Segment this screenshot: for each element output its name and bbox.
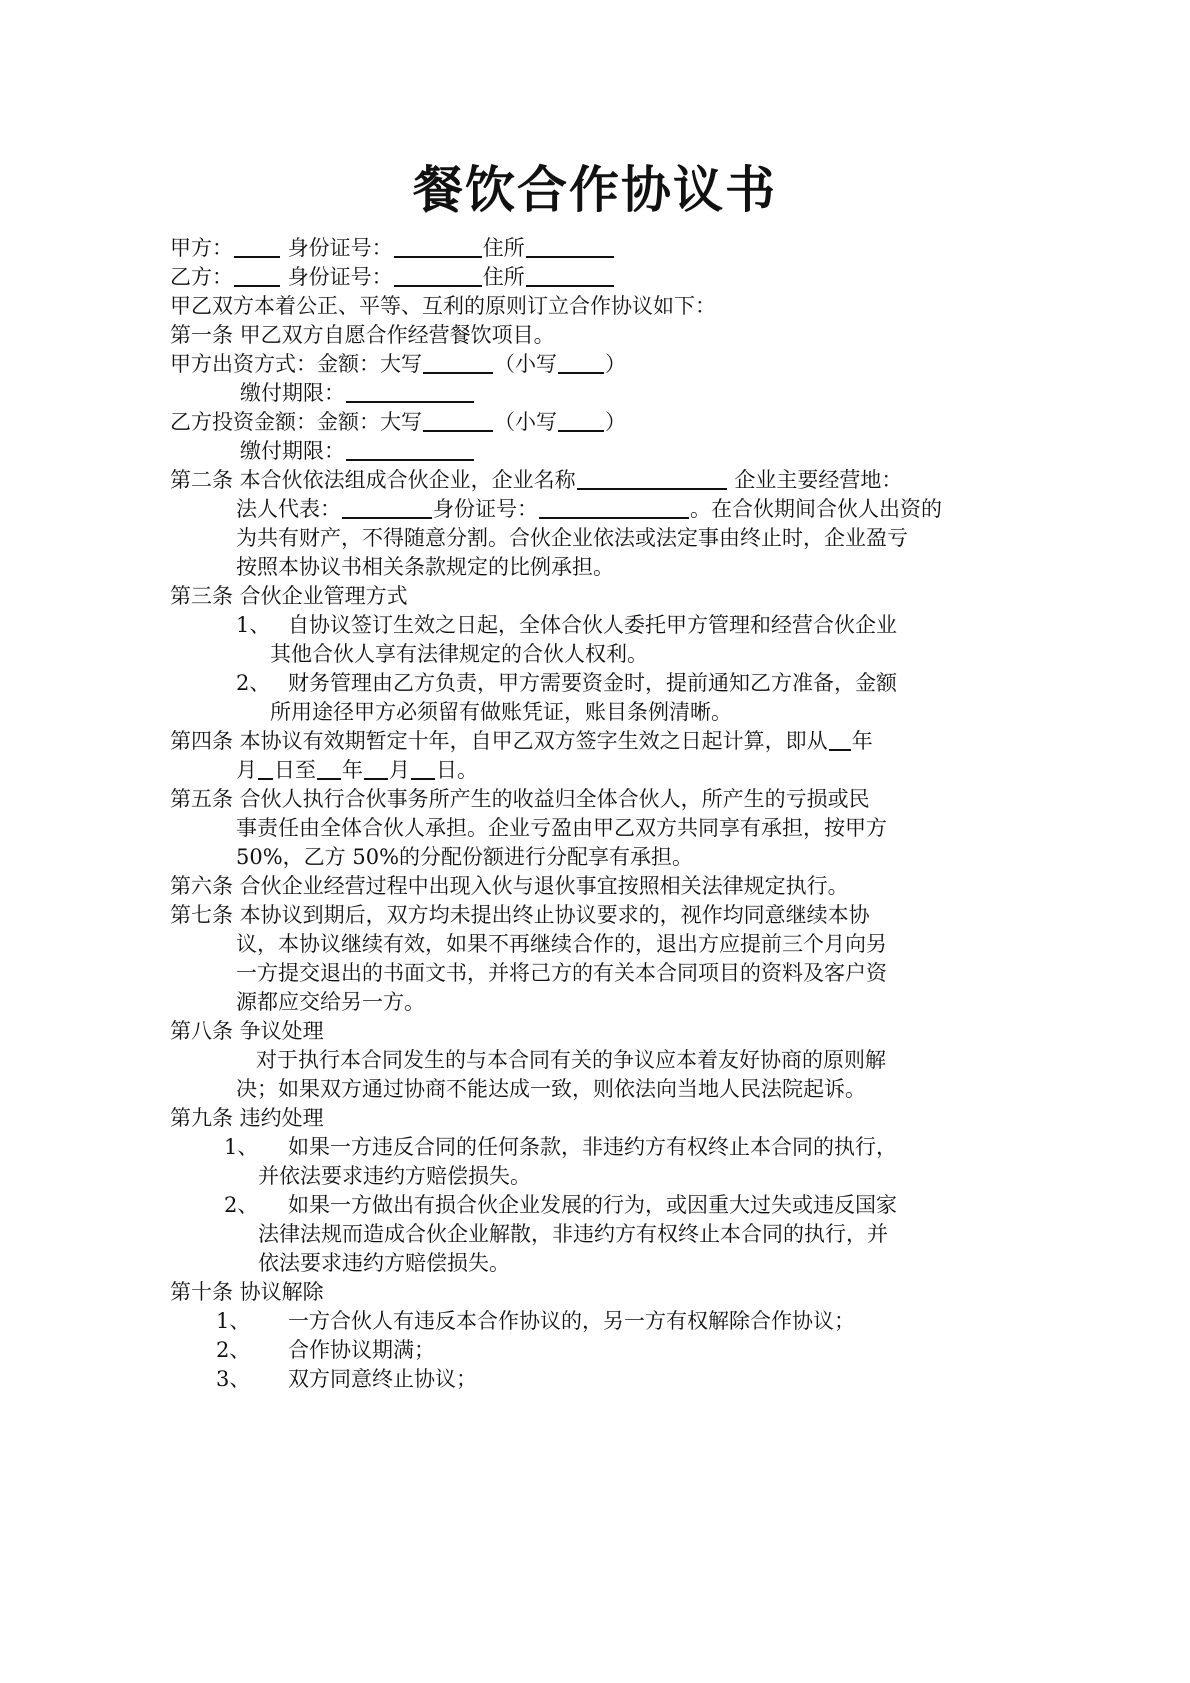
party-a-payment-term: 缴付期限：	[240, 378, 475, 408]
blank-field	[258, 756, 273, 780]
article-5-line-2: 事责任由全体合伙人承担。企业亏盈由甲乙双方共同享有承担，按甲方	[236, 816, 887, 840]
article-5-line-1: 第五条 合伙人执行合伙事务所产生的收益归全体合伙人，所产生的亏损或民	[170, 787, 870, 811]
preamble: 甲乙双方本着公正、平等、互利的原则订立合作协议如下：	[170, 294, 716, 318]
article-4-line-2: 月 日至 年 月 日。	[236, 758, 478, 782]
blank-field	[423, 408, 493, 432]
article-9-item-2-line-1: 如果一方做出有损合伙企业发展的行为，或因重大过失或违反国家	[288, 1193, 897, 1217]
article-1: 第一条 甲乙双方自愿合作经营餐饮项目。	[170, 323, 555, 347]
document-title: 餐饮合作协议书	[413, 161, 777, 219]
blank-field	[577, 466, 727, 490]
blank-field	[317, 756, 341, 780]
article-10-heading: 第十条 协议解除	[170, 1280, 324, 1304]
blank-field	[411, 756, 435, 780]
article-5-line-3: 50%，乙方 50%的分配份额进行分配享有承担。	[236, 845, 694, 869]
blank-field	[558, 408, 604, 432]
article-2-line-3: 为共有财产，不得随意分割。合伙企业依法或法定事由终止时，企业盈亏	[236, 526, 908, 550]
article-8-line-2: 决；如果双方通过协商不能达成一致，则依法向当地人民法院起诉。	[236, 1077, 866, 1101]
article-9-heading: 第九条 违约处理	[170, 1106, 324, 1130]
article-9-item-1-line-1: 如果一方违反合同的任何条款，非违约方有权终止本合同的执行，	[288, 1135, 897, 1159]
article-3-item-2-number: 2、	[236, 671, 271, 695]
blank-field	[526, 263, 614, 287]
article-9-item-2-number: 2、	[224, 1193, 259, 1217]
blank-field	[558, 350, 604, 374]
blank-field	[234, 234, 280, 258]
party-a-line: 甲方： 身份证号： 住所	[170, 233, 615, 263]
article-7-line-4: 源都应交给另一方。	[236, 990, 425, 1014]
article-7-line-2: 议，本协议继续有效，如果不再继续合作的，退出方应提前三个月向另	[236, 932, 887, 956]
article-3-item-2-line-2: 所用途径甲方必须留有做账凭证，账目条例清晰。	[270, 700, 732, 724]
blank-field	[346, 437, 474, 461]
blank-field	[394, 263, 482, 287]
article-7-line-3: 一方提交退出的书面文书，并将己方的有关本合同项目的资料及客户资	[236, 961, 887, 985]
article-9-item-2-line-3: 依法要求违约方赔偿损失。	[258, 1251, 510, 1275]
article-10-item-1: 一方合伙人有违反本合作协议的，另一方有权解除合作协议；	[288, 1309, 855, 1333]
blank-field	[539, 495, 689, 519]
article-9-item-1-number: 1、	[224, 1135, 259, 1159]
article-2-line-2: 法人代表： 身份证号： 。在合伙期间合伙人出资的	[236, 497, 942, 521]
party-b-line: 乙方： 身份证号： 住所	[170, 262, 615, 292]
article-9-item-1-line-2: 并依法要求违约方赔偿损失。	[258, 1164, 531, 1188]
article-8-line-1: 对于执行本合同发生的与本合同有关的争议应本着友好协商的原则解	[256, 1048, 886, 1072]
blank-field	[829, 727, 851, 751]
article-3-item-2-line-1: 财务管理由乙方负责，甲方需要资金时，提前通知乙方准备，金额	[288, 671, 897, 695]
article-3-heading: 第三条 合伙企业管理方式	[170, 584, 408, 608]
article-10-item-3: 双方同意终止协议；	[288, 1367, 477, 1391]
article-9-item-2-line-2: 法律法规而造成合伙企业解散，非违约方有权终止本合同的执行，并	[258, 1222, 888, 1246]
article-3-item-1-number: 1、	[236, 613, 271, 637]
article-3-item-1-line-1: 自协议签订生效之日起，全体合伙人委托甲方管理和经营合伙企业	[288, 613, 897, 637]
blank-field	[364, 756, 388, 780]
blank-field	[346, 379, 474, 403]
article-2-line-1: 第二条 本合伙依法组成合伙企业，企业名称 企业主要经营地：	[170, 468, 903, 492]
article-7-line-1: 第七条 本协议到期后，双方均未提出终止协议要求的，视作均同意继续本协	[170, 903, 870, 927]
party-b-investment: 乙方投资金额：金额：大写 （小写 ）	[170, 410, 626, 434]
blank-field	[394, 234, 482, 258]
blank-field	[234, 263, 280, 287]
article-10-item-1-number: 1、	[216, 1309, 251, 1333]
party-a-investment: 甲方出资方式：金额：大写 （小写 ）	[170, 352, 626, 376]
blank-field	[342, 495, 432, 519]
article-10-item-3-number: 3、	[216, 1367, 251, 1391]
article-10-item-2: 合作协议期满；	[288, 1338, 435, 1362]
blank-field	[526, 234, 614, 258]
article-10-item-2-number: 2、	[216, 1338, 251, 1362]
blank-field	[423, 350, 493, 374]
article-2-line-4: 按照本协议书相关条款规定的比例承担。	[236, 555, 614, 579]
article-8-heading: 第八条 争议处理	[170, 1019, 324, 1043]
article-3-item-1-line-2: 其他合伙人享有法律规定的合伙人权利。	[270, 642, 648, 666]
article-6: 第六条 合伙企业经营过程中出现入伙与退伙事宜按照相关法律规定执行。	[170, 874, 849, 898]
party-b-payment-term: 缴付期限：	[240, 436, 475, 466]
article-4-line-1: 第四条 本协议有效期暂定十年，自甲乙双方签字生效之日起计算，即从 年	[170, 729, 873, 753]
